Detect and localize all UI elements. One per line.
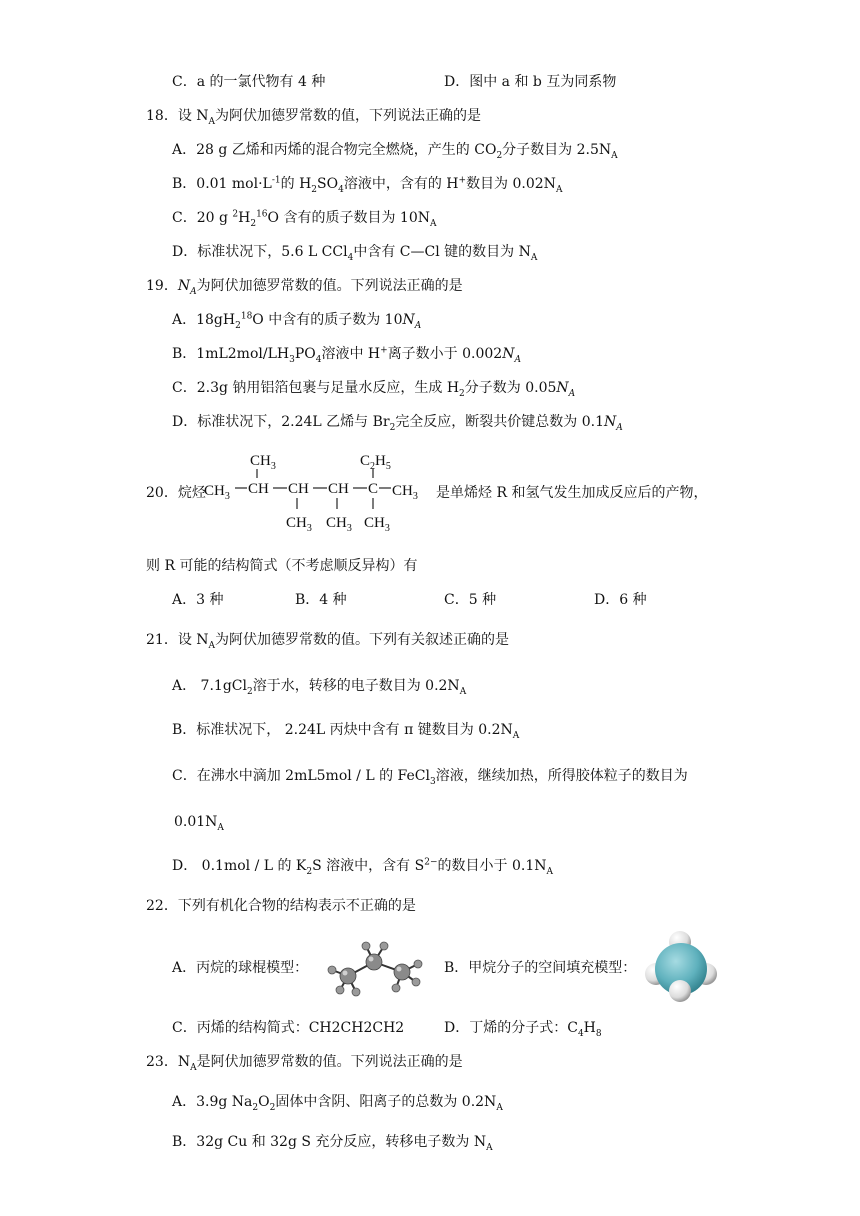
q20-stem-tail: 是单烯烃 R 和氢气发生加成反应后的产物，: [436, 485, 708, 501]
q21-stem: 21．设 $N_A$为阿伏加德罗常数的值。下列有关叙述正确的是: [146, 632, 510, 651]
formula-quaternary-c: C: [368, 481, 379, 497]
formula-top-ch3: $CH_3$: [250, 453, 276, 472]
formula-bottom-ch3-2: $CH_3$: [326, 515, 352, 534]
q18-option-c: C．20 g $^2H_2^{16}O$ 含有的质子数目为 $10N_A$: [172, 209, 437, 229]
q19-stem: 19．$N_A$为阿伏加德罗常数的值。下列说法正确的是: [146, 278, 463, 297]
q17-option-c: C．a 的一氯代物有 4 种: [172, 74, 326, 90]
q23-option-a: A．3.9g $Na_2O_2$固体中含阴、阳离子的总数为 $0.2N_A$: [172, 1094, 503, 1113]
alkane-structural-formula: [202, 447, 432, 537]
q21-option-d: D． 0.1mol / L 的 $K_2S$ 溶液中，含有 $S^{2-}$的数目小于 $0.1N_A$: [172, 857, 553, 877]
q22-option-b: B．甲烷分子的空间填充模型：: [444, 960, 637, 976]
propane-ball-and-stick-icon: [318, 934, 434, 998]
q18-stem: 18．设 $N_A$为阿伏加德罗常数的值，下列说法正确的是: [146, 108, 482, 127]
q17-option-d: D．图中 a 和 b 互为同系物: [444, 74, 617, 90]
q18-option-b: B．0.01 $mol\cdot L^{-1}$的 $H_2SO_4$溶液中，含有的 H+数目为 $0.02N_A$: [172, 175, 563, 195]
methane-space-filling-icon: [642, 928, 720, 1004]
q21-option-c: C．在沸水中滴加 2mL5mol / L 的 FeCl$_3$溶液，继续加热，所得胶体粒子的数目为: [172, 768, 688, 787]
q20-option-c: C．5 种: [444, 592, 497, 608]
formula-ch3-right: $CH_3$: [392, 483, 418, 502]
q22-option-d: D．丁烯的分子式：$C_4H_8$: [444, 1020, 602, 1039]
q18-option-d: D．标准状况下，5.6 L CCl$_4$中含有 C—Cl 键的数目为 $N_A$: [172, 244, 538, 263]
q22-option-c: C．丙烯的结构简式：CH2CH2CH2: [172, 1020, 405, 1036]
q20-option-b: B．4 种: [295, 592, 347, 608]
q23-stem: 23．$N_A$是阿伏加德罗常数的值。下列说法正确的是: [146, 1054, 463, 1073]
q22-stem: 22．下列有机化合物的结构表示不正确的是: [146, 898, 416, 914]
q21-option-c-cont: $0.01N_A$: [174, 814, 224, 833]
q19-option-d: D．标准状况下，2.24L 乙烯与 $Br_2$完全反应，断裂共价键总数为 $0.1N_A$: [172, 414, 623, 433]
formula-ch3-left: $CH_3$: [204, 483, 230, 502]
formula-ch-2: CH: [288, 481, 309, 497]
q21-option-b: B．标准状况下， 2.24L 丙炔中含有 π 键数目为 $0.2N_A$: [172, 722, 520, 741]
formula-bottom-ch3-1: $CH_3$: [286, 515, 312, 534]
formula-top-c2h5: $C_2H_5$: [360, 453, 391, 472]
q20-option-d: D．6 种: [594, 592, 647, 608]
q19-option-c: C．2.3g 钠用铝箔包裹与足量水反应，生成 $H_2$分子数为 $0.05N_A$: [172, 380, 576, 399]
q19-option-b: B．$1mL2mol/LH_3PO_4$溶液中 H+离子数小于 $0.002N_A$: [172, 345, 521, 365]
q19-option-a: A．$18gH_2^{18}O$ 中含有的质子数为 $10N_A$: [172, 311, 422, 331]
q20-option-a: A．3 种: [172, 592, 224, 608]
q20-stem-line2: 则 R 可能的结构简式（不考虑顺反异构）有: [146, 558, 418, 574]
q18-option-a: A．28 g 乙烯和丙烯的混合物完全燃烧，产生的 $CO_2$分子数目为 $2.5N_A$: [172, 142, 618, 161]
formula-bottom-ch3-3: $CH_3$: [364, 515, 390, 534]
q21-option-a: A． 7.1gCl$_2$溶于水，转移的电子数目为 $0.2N_A$: [172, 678, 467, 697]
q20-number: 20．烷烃: [146, 485, 206, 501]
q22-option-a: A．丙烷的球棍模型：: [172, 960, 309, 976]
q23-option-b: B．32g Cu 和 32g S 充分反应，转移电子数为 $N_A$: [172, 1134, 493, 1153]
formula-ch-1: CH: [248, 481, 269, 497]
formula-ch-3: CH: [328, 481, 349, 497]
